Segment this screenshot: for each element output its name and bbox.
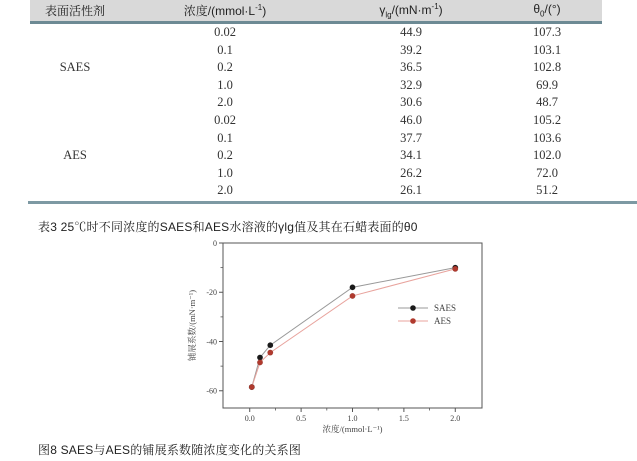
- table-header-row: [30, 0, 602, 23]
- theta-cell: 107.3: [532, 25, 562, 39]
- header-surfactant: 表面活性剂: [30, 0, 120, 23]
- group-cell: [30, 165, 120, 183]
- x-tick-label: 0.5: [296, 414, 307, 423]
- data-point-SAES: [350, 285, 356, 291]
- table-row: [30, 23, 602, 42]
- group-cell: AES: [63, 148, 87, 163]
- theta-cell: 103.6: [532, 130, 562, 145]
- concentration-cell: 2.0: [217, 95, 233, 110]
- table-row: [30, 42, 602, 60]
- legend-marker-SAES: [410, 305, 416, 311]
- data-point-AES: [350, 293, 356, 299]
- legend-marker-AES: [410, 318, 416, 324]
- data-table-container: [30, 0, 602, 200]
- gamma-cell: 36.5: [400, 60, 422, 75]
- table-row: [30, 130, 602, 148]
- gamma-cell: 26.1: [400, 183, 422, 198]
- figure-caption: 图8 SAES与AES的铺展系数随浓度变化的关系图: [38, 443, 302, 457]
- table-row: [30, 77, 602, 95]
- gamma-cell: 37.7: [400, 130, 422, 145]
- table-row: [30, 165, 602, 183]
- group-cell: [30, 77, 120, 95]
- gamma-cell: 44.9: [400, 25, 422, 39]
- x-tick-label: 0.0: [244, 414, 255, 423]
- concentration-cell: 1.0: [217, 77, 233, 92]
- group-cell: [30, 94, 120, 112]
- group-cell: [30, 23, 120, 42]
- gamma-cell: 34.1: [400, 148, 422, 163]
- gamma-cell: 46.0: [400, 112, 422, 127]
- concentration-cell: 0.1: [217, 130, 233, 145]
- theta-cell: 102.0: [532, 148, 562, 163]
- concentration-cell: 1.0: [217, 165, 233, 180]
- gamma-cell: 32.9: [400, 77, 422, 92]
- group-cell: [30, 130, 120, 148]
- x-tick-label: 1.0: [347, 414, 358, 423]
- data-point-SAES: [267, 342, 273, 348]
- header-theta: $\theta_0/(^\circ)$: [492, 0, 602, 23]
- concentration-cell: 2.0: [217, 183, 233, 198]
- x-tick-label: 1.5: [398, 414, 409, 423]
- theta-cell: 48.7: [536, 95, 558, 110]
- group-cell: SAES: [59, 60, 91, 75]
- group-cell: [30, 112, 120, 130]
- concentration-cell: 0.2: [217, 60, 233, 75]
- table-row: [30, 94, 602, 112]
- y-tick-label: -20: [206, 288, 217, 298]
- y-tick-label: 0: [213, 238, 217, 248]
- y-axis-label: 铺展系数/(mN·m⁻¹): [187, 289, 197, 362]
- table-row: [30, 59, 602, 77]
- data-point-AES: [267, 350, 273, 356]
- theta-cell: 72.0: [536, 165, 558, 180]
- theta-cell: 102.8: [532, 60, 562, 75]
- header-concentration: 浓度$/(mmol\cdot L^{-1})$: [120, 0, 330, 23]
- y-tick-label: -60: [206, 386, 217, 396]
- data-point-AES: [452, 266, 458, 272]
- group-cell: [30, 42, 120, 60]
- theta-cell: 105.2: [532, 112, 562, 127]
- table-caption: 表3 25℃时不同浓度的SAES和AES水溶液的γlg值及其在石蜡表面的θ0: [38, 220, 418, 234]
- gamma-cell: 26.2: [400, 165, 422, 180]
- table-row: [30, 112, 602, 130]
- gamma-cell: 39.2: [400, 42, 422, 57]
- concentration-cell: 0.02: [214, 25, 236, 39]
- legend-label-AES: AES: [434, 316, 452, 326]
- surfactant-table: [30, 0, 602, 200]
- table-row: [30, 182, 602, 200]
- gamma-cell: 30.6: [400, 95, 422, 110]
- y-tick-label: -40: [206, 337, 217, 347]
- x-axis-label: 浓度/(mmol·L⁻¹): [322, 424, 383, 434]
- data-point-AES: [249, 384, 255, 390]
- concentration-cell: 0.02: [214, 112, 236, 127]
- table-row: [30, 147, 602, 165]
- legend-label-SAES: SAES: [434, 303, 457, 313]
- data-point-AES: [257, 360, 263, 366]
- theta-cell: 69.9: [536, 77, 558, 92]
- x-tick-label: 2.0: [450, 414, 461, 423]
- group-cell: [30, 182, 120, 200]
- table-bottom-rule: [28, 201, 637, 204]
- concentration-cell: 0.1: [217, 42, 233, 57]
- header-gamma: $\gamma_{lg}/(mN\cdot m^{-1})$: [330, 0, 492, 23]
- concentration-cell: 0.2: [217, 148, 233, 163]
- theta-cell: 51.2: [536, 183, 558, 198]
- theta-cell: 103.1: [532, 42, 562, 57]
- spreading-coefficient-chart: [182, 238, 502, 438]
